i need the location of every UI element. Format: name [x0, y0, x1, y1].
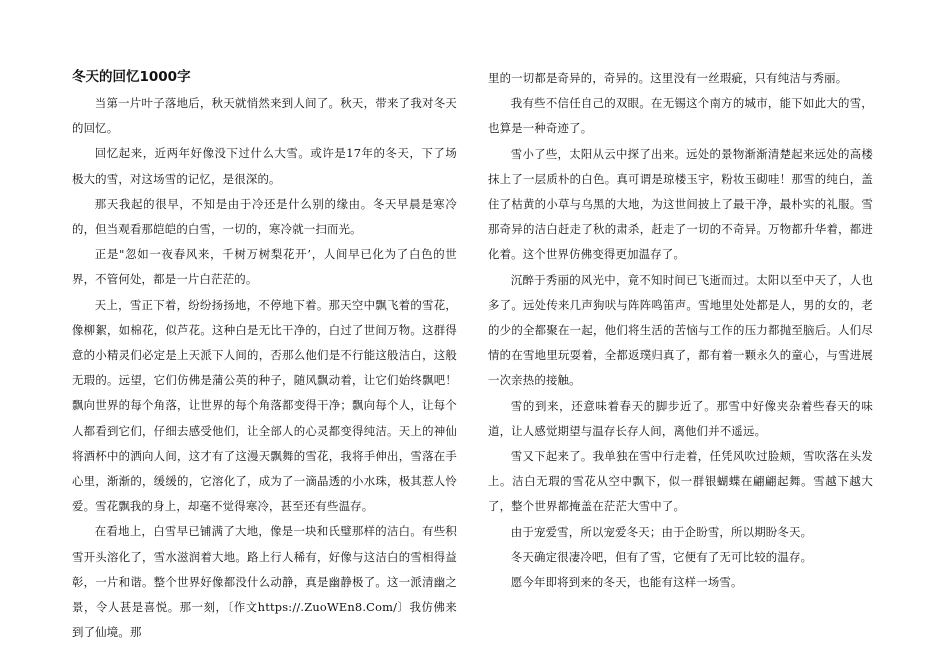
paragraph: 回忆起来，近两年好像没下过什么大雪。或许是17年的冬天，下了场极大的雪，对这场雪的记忆，是很深的。	[72, 146, 457, 186]
paragraph: 雪又下起来了。我单独在雪中行走着，任凭风吹过脸颊，雪吹落在头发上。洁白无瑕的雪花从空中飘下，似一群银蝴蝶在翩翩起舞。雪越下越大了，整个世界都掩盖在茫茫大雪中了。	[488, 449, 873, 514]
paragraph-continued: 里的一切都是奇异的，奇异的。这里没有一丝瑕疵，只有纯洁与秀丽。	[488, 71, 848, 85]
paragraph: 雪的到来，还意味着春天的脚步近了。那雪中好像夹杂着些春天的味道，让人感觉期望与温存长存人间，离他们并不遥远。	[488, 398, 873, 438]
paragraph: 当第一片叶子落地后，秋天就悄然来到人间了。秋天，带来了我对冬天的回忆。	[72, 96, 457, 136]
paragraph: 沉醉于秀丽的风光中，竟不知时间已飞逝而过。太阳以至中天了，人也多了。远处传来几声狗吠与阵阵鸣笛声。雪地里处处都是人，男的女的，老的少的全都聚在一起，他们将生活的苦恼与工作的压力都抛至脑后。人们尽情的在雪地里玩耍着，全都返璞归真了，都有着一颗永久的童心，与雪进展一次亲热的接触。	[488, 272, 873, 388]
paragraph: 冬天确定很凄冷吧，但有了雪，它便有了无可比较的温存。	[510, 549, 813, 564]
article-title: 冬天的回忆1000字	[72, 69, 191, 85]
paragraph: 雪小了些，太阳从云中探了出来。远处的景物渐渐清楚起来远处的高楼抹上了一层质朴的白色。真可谓是琼楼玉宇，粉妆玉砌哇！那雪的纯白，盖住了枯黄的小草与乌黑的大地，为这世间披上了最干净，最朴实的礼服。雪那奇异的洁白赶走了秋的肃杀，赶走了一切的不奇异。万物都升华着，都进化着。这个世界仿佛变得更加温存了。	[488, 146, 873, 262]
right-column	[488, 66, 873, 595]
paragraph: 天上，雪正下着，纷纷扬扬地，不停地下着。那天空中飘飞着的雪花，像柳絮，如棉花，似芦花。这种白是无比干净的，白过了世间万物。这群得意的小精灵们必定是上天派下人间的，否那么他们是不行能这般洁白，这般无瑕的。远望，它们仿佛是蒲公英的种子，随风飘动着，让它们始终飘吧！飘向世界的每个角落，让世界的每个角落都变得干净；飘向每个人，让每个人都看到它们，仔细去感受他们，让全部人的心灵都变得纯洁。天上的神仙将酒杯中的洒向人间，这才有了这漫天飘舞的雪花，我将手伸出，雪落在手心里，渐渐的，缓缓的，它溶化了，成为了一滴晶透的小水珠，极其惹人怜爱。雪花飘我的身上，却毫不觉得寒冷，甚至还有些温存。	[72, 297, 457, 514]
paragraph: 愿今年即将到来的冬天，也能有这样一场雪。	[510, 575, 743, 590]
paragraph: 在看地上，白雪早已铺满了大地，像是一块和氏璧那样的洁白。有些积雪开头溶化了，雪水滋润着大地。路上行人稀有，好像与这洁白的雪相得益彰，一片和谐。整个世界好像都没什么动静，真是幽静极了。这一派清幽之景，令人甚是喜悦。那一刻，〔作文https://.ZuoWEn8.Com/〕我仿佛来到了仙境。那	[72, 524, 457, 640]
paragraph: 由于宠爱雪，所以宠爱冬天；由于企盼雪，所以期盼冬天。	[510, 524, 813, 539]
paragraph: 我有些不信任自己的双眼。在无锡这个南方的城市，能下如此大的雪，也算是一种奇迹了。	[488, 96, 873, 136]
paragraph: 那天我起的很早，不知是由于冷还是什么别的缘由。冬天早晨是寒冷的，但当观看那皑皑的白雪，一切的，寒冷就一扫而光。	[72, 196, 457, 237]
paragraph: 正是"忽如一夜春风来，千树万树梨花开’，人间早已化为了白色的世界，不管何处，都是一片白茫茫的。	[72, 247, 457, 287]
left-column	[72, 62, 457, 645]
